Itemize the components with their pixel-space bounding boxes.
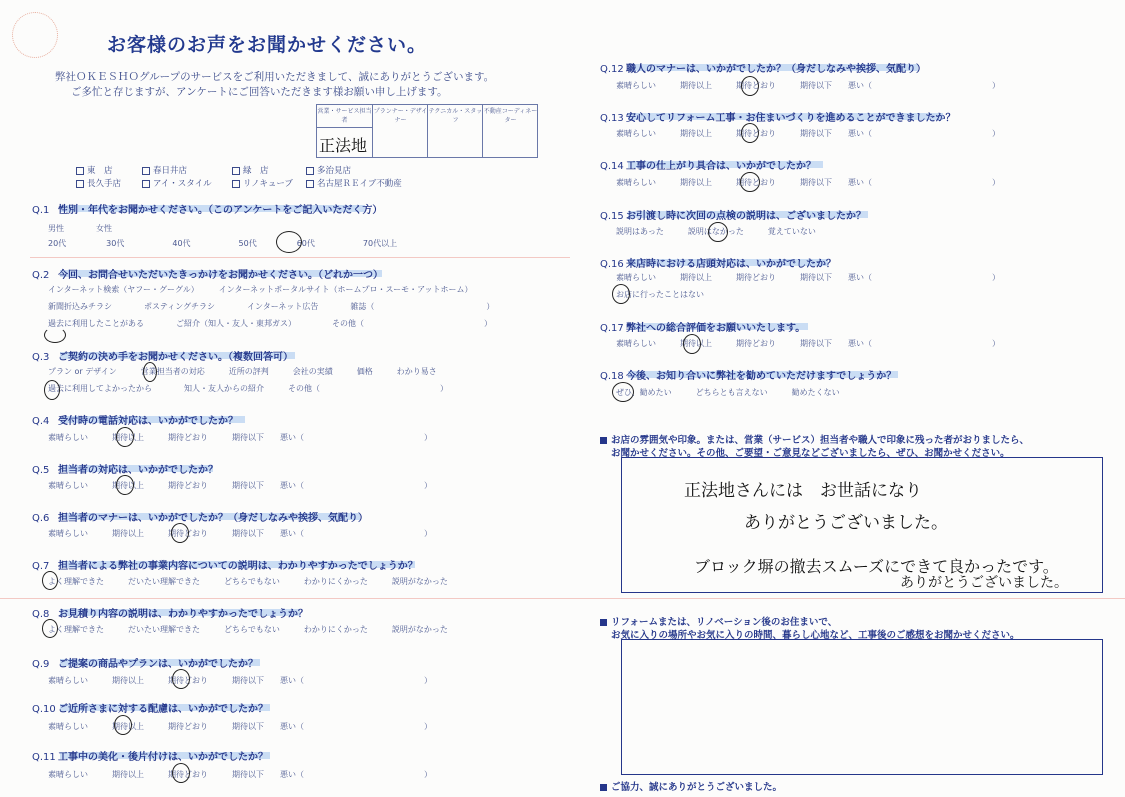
selection-circle bbox=[612, 284, 630, 304]
selection-circle bbox=[114, 715, 132, 735]
branch-midori[interactable] bbox=[232, 164, 269, 176]
q12-options[interactable]: 素晴らしい 期待以上 期待どおり 期待以下 悪い（ ） bbox=[616, 81, 1000, 90]
question-text: ご近所さまに対する配慮は、いかがでしたか？ bbox=[58, 704, 268, 715]
question-q5 bbox=[32, 461, 218, 476]
q17-options[interactable]: 素晴らしい 期待以上 期待どおり 期待以下 悪い（ ） bbox=[616, 339, 1000, 348]
comment1-label-text: お店の雰囲気や印象。または、営業（サービス）担当者や職人で印象に残った者がおりましたら、 bbox=[611, 435, 1030, 446]
q1-options-gender[interactable]: 男性 女性 bbox=[48, 224, 112, 233]
question-q11 bbox=[32, 748, 268, 763]
comment1-box[interactable] bbox=[621, 457, 1103, 593]
selection-circle bbox=[171, 523, 189, 543]
question-q17 bbox=[600, 319, 805, 334]
stamp-mark bbox=[12, 12, 58, 58]
handwriting-line-1: 正法地さんには お世話になり bbox=[684, 481, 922, 501]
branch-renocube[interactable] bbox=[232, 177, 293, 189]
branch-realestate[interactable] bbox=[306, 177, 402, 189]
selection-circle bbox=[143, 362, 157, 382]
question-q8 bbox=[32, 605, 308, 620]
question-text: 安心してリフォーム工事・お住まいづくりを進めることができましたか？ bbox=[626, 113, 956, 124]
selection-circle bbox=[741, 123, 759, 143]
checkbox-icon bbox=[306, 180, 314, 188]
question-q18 bbox=[600, 367, 896, 382]
selection-circle bbox=[116, 475, 134, 495]
question-q13 bbox=[600, 109, 956, 124]
question-number: Q.16 bbox=[600, 259, 624, 270]
question-q1 bbox=[32, 201, 382, 216]
intro-line-1: 弊社ＯＫＥＳＨＯグループのサービスをご利用いただきまして、誠にありがとうございます。 bbox=[55, 71, 495, 83]
question-text: 来店時における店頭対応は、いかがでしたか？ bbox=[626, 259, 836, 270]
question-q12 bbox=[600, 60, 926, 75]
question-number: Q.13 bbox=[600, 113, 624, 124]
comment1-label-1 bbox=[600, 432, 1029, 446]
question-q4 bbox=[32, 412, 238, 427]
question-number: Q.9 bbox=[32, 659, 50, 670]
question-text: ご契約の決め手をお聞かせください。（複数回答可） bbox=[58, 352, 293, 363]
separator bbox=[30, 257, 570, 258]
question-q9 bbox=[32, 655, 258, 670]
question-number: Q.1 bbox=[32, 205, 50, 216]
comment2-label-text: リフォームまたは、リノベーション後のお住まいで、 bbox=[611, 617, 838, 628]
selection-circle bbox=[42, 619, 58, 638]
q10-options[interactable]: 素晴らしい 期待以上 期待どおり 期待以下 悪い（ ） bbox=[48, 722, 432, 731]
question-number: Q.8 bbox=[32, 609, 50, 620]
question-number: Q.6 bbox=[32, 513, 50, 524]
checkbox-checked-icon bbox=[76, 180, 84, 188]
q14-options[interactable]: 素晴らしい 期待以上 期待どおり 期待以下 悪い（ ） bbox=[616, 178, 1000, 187]
q15-options[interactable]: 説明はあった 説明はなかった 覚えていない bbox=[616, 227, 816, 236]
branch-label: 長久手店 bbox=[87, 179, 122, 189]
q3-options-line1[interactable]: プラン or デザイン 営業担当者の対応 近所の評判 会社の実績 価格 わかり易さ bbox=[48, 367, 437, 376]
q2-options-line3[interactable]: 過去に利用したことがある ご紹介（知人・友人・東邦ガス） その他（ ） bbox=[48, 319, 492, 328]
question-q3 bbox=[32, 348, 293, 363]
selection-circle bbox=[116, 427, 134, 447]
q2-options-line1[interactable]: インターネット検索（ヤフー・グーグル） インターネットポータルサイト（ホームプロ・スーモ・アットホーム） bbox=[48, 285, 473, 294]
question-q15 bbox=[600, 207, 866, 222]
q18-options[interactable]: ぜひ、勧めたい どちらとも言えない 勧めたくない bbox=[616, 388, 840, 397]
branch-label: 多治見店 bbox=[317, 166, 352, 176]
question-text: 工事中の美化・後片付けは、いかがでしたか？ bbox=[58, 752, 268, 763]
branch-label: 名古屋ＲＥイブ不動産 bbox=[317, 179, 402, 189]
branch-kasugai[interactable] bbox=[142, 164, 187, 176]
question-text: 職人のマナーは、いかがでしたか？（身だしなみや挨拶、気配り） bbox=[626, 64, 926, 75]
q6-options[interactable]: 素晴らしい 期待以上 期待どおり 期待以下 悪い（ ） bbox=[48, 529, 432, 538]
staff-name: 正法地 bbox=[319, 136, 368, 155]
selection-circle bbox=[42, 571, 58, 590]
separator bbox=[0, 598, 1125, 599]
bullet-square-icon bbox=[600, 784, 607, 791]
question-number: Q.15 bbox=[600, 211, 624, 222]
question-text: 弊社への総合評価をお願いいたします。 bbox=[626, 323, 806, 334]
branch-higashi[interactable] bbox=[76, 164, 113, 176]
question-text: ご提案の商品やプランは、いかがでしたか？ bbox=[58, 659, 258, 670]
question-number: Q.7 bbox=[32, 561, 50, 572]
question-q2 bbox=[32, 266, 383, 281]
handwriting-line-2: ありがとうございました。 bbox=[744, 513, 948, 533]
selection-circle bbox=[172, 669, 190, 689]
checkbox-icon bbox=[76, 167, 84, 175]
checkbox-icon bbox=[142, 180, 150, 188]
q13-options[interactable]: 素晴らしい 期待以上 期待どおり 期待以下 悪い（ ） bbox=[616, 129, 1000, 138]
page-title: お客様のお声をお聞かせください。 bbox=[107, 34, 428, 56]
question-number: Q.2 bbox=[32, 270, 50, 281]
checkbox-icon bbox=[232, 167, 240, 175]
selection-circle bbox=[172, 763, 190, 783]
selection-circle bbox=[741, 76, 759, 96]
question-number: Q.4 bbox=[32, 416, 50, 427]
intro-line-2: ご多忙と存じますが、アンケートにご回答いただきます様お願い申し上げます。 bbox=[71, 86, 448, 98]
q2-options-line2[interactable]: 新聞折込みチラシ ポスティングチラシ インターネット広告 雑誌（ ） bbox=[48, 302, 495, 311]
branch-istyle[interactable] bbox=[142, 177, 212, 189]
staff-header-technical bbox=[427, 105, 483, 157]
branch-nagakute[interactable] bbox=[76, 177, 121, 189]
q4-options[interactable]: 素晴らしい 期待以上 期待どおり 期待以下 悪い（ ） bbox=[48, 433, 432, 442]
question-number: Q.5 bbox=[32, 465, 50, 476]
selection-circle bbox=[612, 382, 634, 402]
q5-options[interactable]: 素晴らしい 期待以上 期待どおり 期待以下 悪い（ ） bbox=[48, 481, 432, 490]
q3-options-line2[interactable]: 過去に利用してよかったから 知人・友人からの紹介 その他（ ） bbox=[48, 384, 448, 393]
branch-label: アイ・スタイル bbox=[153, 179, 212, 189]
q16-options[interactable]: 素晴らしい 期待以上 期待どおり 期待以下 悪い（ ） bbox=[616, 273, 1000, 282]
comment1-label-2: お聞かせください。その他、ご要望・ご意見などございましたら、ぜひ、お聞かせください。 bbox=[611, 448, 1010, 459]
question-text: 性別・年代をお聞かせください。（このアンケートをご記入いただく方） bbox=[58, 205, 383, 216]
selection-circle bbox=[683, 334, 701, 354]
question-text: 担当者の対応は、いかがでしたか？ bbox=[58, 465, 218, 476]
branch-label: 春日井店 bbox=[153, 166, 188, 176]
question-q14 bbox=[600, 157, 816, 172]
question-number: Q.18 bbox=[600, 371, 624, 382]
handwriting-line-3: ブロック塀の撤去スムーズにできて良かったです。 bbox=[694, 557, 1059, 576]
question-text: 担当者による弊社の事業内容についての説明は、わかりやすかったでしょうか？ bbox=[58, 561, 418, 572]
branch-label: リノキューブ bbox=[243, 179, 293, 189]
handwriting-line-4: ありがとうございました。 bbox=[900, 575, 1068, 591]
q8-options[interactable]: よく理解できた だいたい理解できた どちらでもない わかりにくかった 説明がなかった bbox=[48, 625, 448, 634]
q9-options[interactable]: 素晴らしい 期待以上 期待どおり 期待以下 悪い（ ） bbox=[48, 676, 432, 685]
footer-thanks bbox=[600, 779, 782, 793]
comment2-label-1 bbox=[600, 614, 837, 628]
selection-circle bbox=[44, 327, 66, 343]
q7-options[interactable]: よく理解できた だいたい理解できた どちらでもない わかりにくかった 説明がなかった bbox=[48, 577, 448, 586]
branch-label: 緑 店 bbox=[243, 166, 269, 176]
bullet-square-icon bbox=[600, 437, 607, 444]
question-number: Q.12 bbox=[600, 64, 624, 75]
checkbox-icon bbox=[142, 167, 150, 175]
question-text: お引渡し時に次回の点検の説明は、ございましたか？ bbox=[626, 211, 866, 222]
footer-text: ご協力、誠にありがとうございました。 bbox=[611, 782, 783, 793]
staff-header-technical-text: テクニカル・スタッフ bbox=[428, 108, 483, 124]
branch-tajimi[interactable] bbox=[306, 164, 351, 176]
staff-header-realestate-text: 不動産コーディネーター bbox=[483, 108, 538, 124]
staff-header-planner-text: プランナー・デザイナー bbox=[373, 108, 428, 124]
question-q7 bbox=[32, 557, 418, 572]
question-number: Q.3 bbox=[32, 352, 50, 363]
q11-options[interactable]: 素晴らしい 期待以上 期待どおり 期待以下 悪い（ ） bbox=[48, 770, 432, 779]
staff-header-planner bbox=[372, 105, 428, 157]
staff-header-realestate bbox=[482, 105, 538, 157]
question-number: Q.14 bbox=[600, 161, 624, 172]
question-text: 受付時の電話対応は、いかがでしたか？ bbox=[58, 416, 238, 427]
checkbox-icon bbox=[232, 180, 240, 188]
comment2-box[interactable] bbox=[621, 639, 1103, 775]
question-q16 bbox=[600, 255, 836, 270]
comment2-label-2: お気に入りの場所やお気に入りの時間、暮らし心地など、工事後のご感想をお聞かせください。 bbox=[611, 630, 1020, 641]
question-text: 今回、お問合せいただいたきっかけをお聞かせください。（どれか一つ） bbox=[58, 270, 383, 281]
question-text: 工事の仕上がり具合は、いかがでしたか？ bbox=[626, 161, 816, 172]
question-number: Q.10 bbox=[32, 704, 56, 715]
question-number: Q.17 bbox=[600, 323, 624, 334]
q1-options-age[interactable]: 20代 30代 40代 50代 60代 70代以上 bbox=[48, 239, 398, 248]
question-text: 今後、お知り合いに弊社を勧めていただけますでしょうか？ bbox=[626, 371, 897, 382]
question-text: 担当者のマナーは、いかがでしたか？（身だしなみや挨拶、気配り） bbox=[58, 513, 368, 524]
question-number: Q.11 bbox=[32, 752, 56, 763]
selection-circle bbox=[44, 380, 60, 400]
checkbox-icon bbox=[306, 167, 314, 175]
question-q6 bbox=[32, 509, 368, 524]
branch-label: 東 店 bbox=[87, 166, 113, 176]
staff-table bbox=[316, 104, 538, 158]
staff-header-sales: 営業・サービス担当者 bbox=[317, 105, 372, 128]
selection-circle bbox=[740, 172, 760, 192]
q16-options-no-visit[interactable]: お店に行ったことはない bbox=[616, 290, 704, 299]
question-q10 bbox=[32, 700, 268, 715]
bullet-square-icon bbox=[600, 619, 607, 626]
selection-circle bbox=[708, 222, 728, 242]
selection-circle bbox=[276, 231, 302, 253]
question-text: お見積り内容の説明は、わかりやすかったでしょうか？ bbox=[58, 609, 308, 620]
